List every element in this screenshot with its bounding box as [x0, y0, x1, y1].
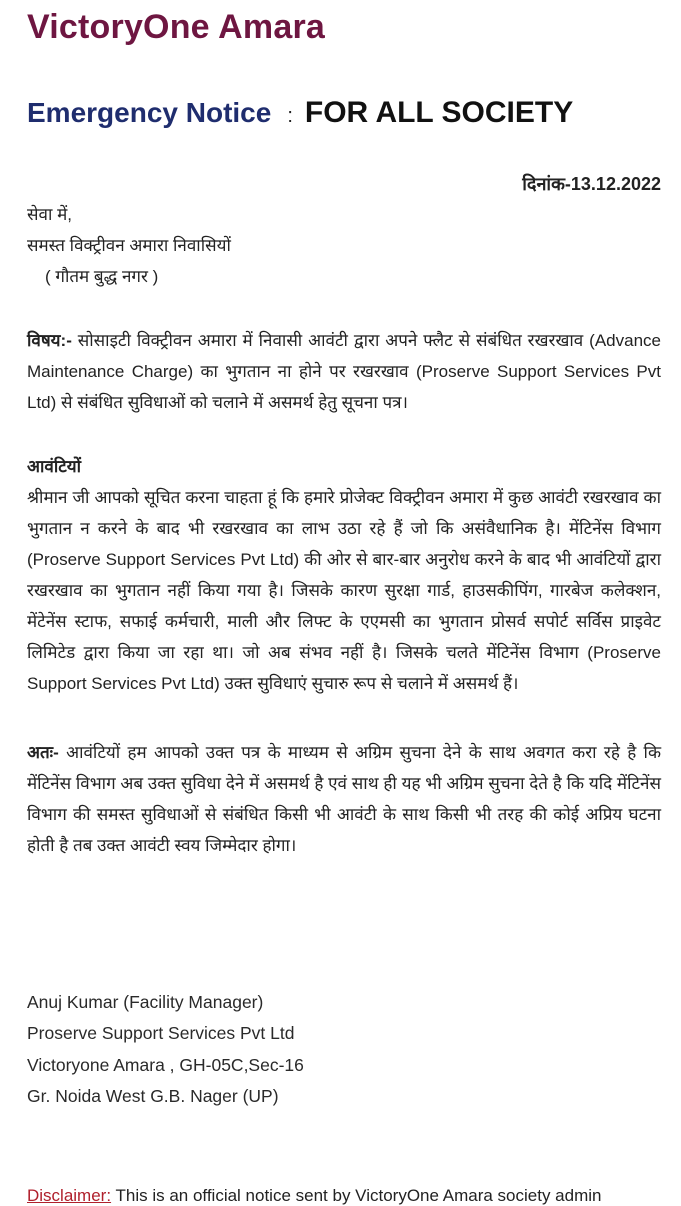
- signature-city: Gr. Noida West G.B. Nager (UP): [27, 1086, 279, 1106]
- conclusion-paragraph: [27, 737, 661, 861]
- body-salutation: [27, 451, 661, 482]
- notice-scope: FOR ALL SOCIETY: [304, 96, 574, 129]
- subject-label: विषय:-: [27, 331, 72, 350]
- address-line-2: समस्त विक्ट्रीवन अमारा निवासियों: [27, 236, 231, 255]
- address-line-3: ( गौतम बुद्ध नगर ): [45, 267, 159, 286]
- body-paragraph: श्रीमान जी आपको सूचित करना चाहता हूं कि हमारे प्रोजेक्ट विक्ट्रीवन अमारा में कुछ आवंटी रखरखाव का भुगतान न करने के बाद भी रखरखाव का लाभ उठा रहे हैं जो कि असंवैधानिक है। मेंटिनेंस विभाग (Proserve Support Services Pvt Ltd) की ओर से बार-बार अनुरोध करने के बाद भी आवंटियों द्वारा रखरखाव का भुगतान नहीं किया गया है। जिसके कारण सुरक्षा गार्ड, हाउसकीपिंग, गारबेज कलेक्शन, मेंटेनेंस स्टाफ, सफाई कर्मचारी, माली और लिफ्ट के एएमसी का भुगतान प्रोसर्व सपोर्ट सर्विस प्राइवेट लिमिटेड द्वारा किया जा रहा था। जो अब संभव नहीं है। जिसके चलते मेंटिनेंस विभाग (Proserve Support Services Pvt Ltd) उक्त सुविधाएं सुचारु रूप से चलाने में असमर्थ हैं।: [27, 488, 661, 693]
- conclusion-label: अतः-: [27, 743, 59, 762]
- subject-text: सोसाइटी विक्ट्रीवन अमारा में निवासी आवंटी द्वारा अपने फ्लैट से संबंधित रखरखाव (Advance Maintenance Charge) का भुगतान ना होने पर रखरखाव (Proserve Support Services Pvt Ltd) से संबंधित सुविधाओं को चलाने में असमर्थ हेतु सूचना पत्र।: [27, 331, 661, 412]
- notice-headline: [27, 96, 573, 130]
- conclusion-text: आवंटियों हम आपको उक्त पत्र के माध्यम से अग्रिम सुचना देने के साथ अवगत करा रहे है कि मेंटिनेंस विभाग अब उक्त सुविधा देने में असमर्थ है एवं साथ ही यह भी अग्रिम सुचना देते है कि यदि मेंटिनेंस विभाग की समस्त सुविधाओं से संबंधित किसी भी आवंटी के साथ किसी भी तरह की कोई अप्रिय घटना होती है तब उक्त आवंटी स्वय जिम्मेदार होगा।: [27, 743, 661, 855]
- subject-paragraph: [27, 325, 661, 418]
- brand-title: VictoryOne Amara: [27, 8, 325, 46]
- disclaimer-label[interactable]: Disclaimer:: [27, 1186, 112, 1205]
- signature-company: Proserve Support Services Pvt Ltd: [27, 1023, 295, 1043]
- notice-title: Emergency Notice: [27, 97, 272, 128]
- salutation-label: आवंटियों: [27, 457, 82, 476]
- disclaimer: [27, 1186, 601, 1206]
- headline-separator: :: [287, 105, 293, 127]
- signature-address: Victoryone Amara , GH-05C,Sec-16: [27, 1055, 304, 1075]
- notice-date: दिनांक-13.12.2022: [522, 174, 661, 194]
- signature-name: Anuj Kumar (Facility Manager): [27, 992, 264, 1012]
- disclaimer-text: This is an official notice sent by VictoryOne Amara society admin: [111, 1186, 602, 1205]
- address-line-1: सेवा में,: [27, 205, 72, 224]
